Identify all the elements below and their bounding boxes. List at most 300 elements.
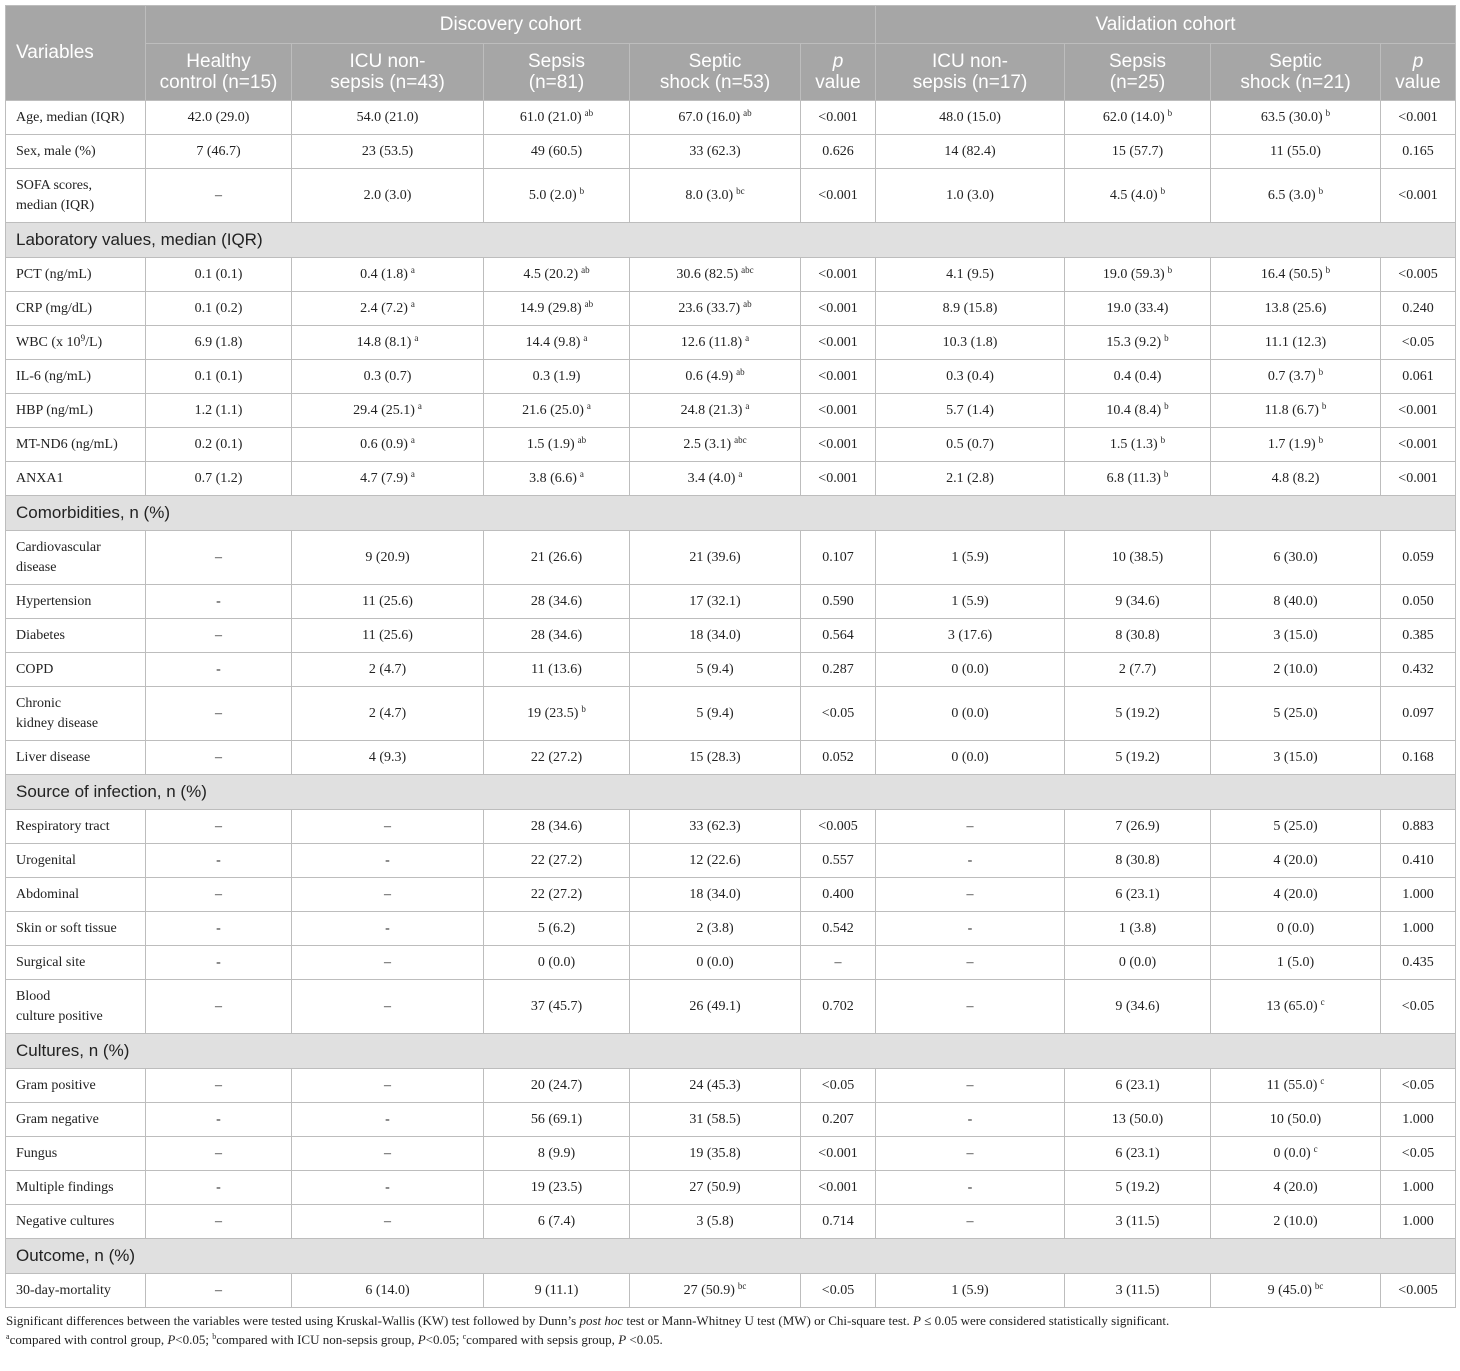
table-cell: 21 (39.6): [630, 531, 801, 585]
table-cell: 9 (34.6): [1065, 980, 1211, 1034]
table-row: [6, 531, 1456, 585]
table-cell: 3 (17.6): [876, 619, 1065, 653]
table-cell: 0 (0.0): [876, 687, 1065, 741]
header-variables: Variables: [6, 6, 146, 101]
section-row: [6, 1239, 1456, 1274]
footnote-superscripts: $^a$compared with control group, P<0.05; $^b$compared with ICU non-sepsis group, P<0.05; $^c$compared with sepsis group, P <0.05.: [6, 1332, 663, 1347]
table-cell: 0.6 (0.9) $^a$: [292, 428, 484, 462]
table-cell: <0.005: [1381, 1274, 1456, 1308]
table-cell: 3 (15.0): [1211, 619, 1381, 653]
table-cell: 0 (0.0): [876, 653, 1065, 687]
table-cell: 0.165: [1381, 135, 1456, 169]
table-cell: 5.0 (2.0) $^b$: [484, 169, 630, 223]
table-cell: 0.410: [1381, 844, 1456, 878]
table-cell: 0.385: [1381, 619, 1456, 653]
section-row: [6, 223, 1456, 258]
table-cell: 10 (50.0): [1211, 1103, 1381, 1137]
column-header: ICU non- sepsis (n=17): [876, 44, 1065, 101]
table-cell: –: [146, 810, 292, 844]
table-cell: 5 (9.4): [630, 653, 801, 687]
table-row: [6, 946, 1456, 980]
row-label: Cardiovascular disease: [6, 531, 146, 585]
table-row: [6, 878, 1456, 912]
table-cell: -: [876, 844, 1065, 878]
row-label: MT-ND6 (ng/mL): [6, 428, 146, 462]
section-title: Comorbidities, n (%): [6, 496, 1456, 531]
table-cell: 14 (82.4): [876, 135, 1065, 169]
table-row: [6, 258, 1456, 292]
table-cell: 4 (20.0): [1211, 878, 1381, 912]
table-cell: 5 (9.4): [630, 687, 801, 741]
table-cell: 0.1 (0.2): [146, 292, 292, 326]
table-cell: 8 (9.9): [484, 1137, 630, 1171]
table-row: [6, 585, 1456, 619]
table-cell: 0.107: [801, 531, 876, 585]
table-cell: 8.0 (3.0) $^{bc}$: [630, 169, 801, 223]
table-row: [6, 844, 1456, 878]
table-cell: –: [876, 980, 1065, 1034]
table-cell: 2 (10.0): [1211, 653, 1381, 687]
table-row: [6, 1103, 1456, 1137]
row-label: Chronic kidney disease: [6, 687, 146, 741]
table-cell: 7 (26.9): [1065, 810, 1211, 844]
table-cell: 9 (11.1): [484, 1274, 630, 1308]
row-label: IL-6 (ng/mL): [6, 360, 146, 394]
table-cell: –: [146, 980, 292, 1034]
table-cell: 2.4 (7.2) $^a$: [292, 292, 484, 326]
table-cell: 0.7 (1.2): [146, 462, 292, 496]
table-cell: 6 (23.1): [1065, 1069, 1211, 1103]
table-cell: 1.000: [1381, 1205, 1456, 1239]
table-cell: -: [876, 912, 1065, 946]
table-cell: 0.702: [801, 980, 876, 1034]
table-cell: 0 (0.0): [630, 946, 801, 980]
table-cell: 14.9 (29.8) $^{ab}$: [484, 292, 630, 326]
table-cell: 0.2 (0.1): [146, 428, 292, 462]
section-row: [6, 775, 1456, 810]
table-cell: -: [292, 1103, 484, 1137]
table-cell: 4.8 (8.2): [1211, 462, 1381, 496]
table-cell: 0 (0.0): [876, 741, 1065, 775]
header-discovery-cohort: Discovery cohort: [146, 6, 876, 44]
row-label: 30-day-mortality: [6, 1274, 146, 1308]
row-label: CRP (mg/dL): [6, 292, 146, 326]
row-label: ANXA1: [6, 462, 146, 496]
table-cell: 1.5 (1.9) $^{ab}$: [484, 428, 630, 462]
table-cell: 49 (60.5): [484, 135, 630, 169]
table-cell: <0.001: [801, 462, 876, 496]
table-row: [6, 428, 1456, 462]
table-cell: 16.4 (50.5) $^b$: [1211, 258, 1381, 292]
table-cell: <0.005: [1381, 258, 1456, 292]
table-container: [5, 5, 1455, 1349]
table-cell: 2 (10.0): [1211, 1205, 1381, 1239]
table-cell: 0.4 (1.8) $^a$: [292, 258, 484, 292]
row-label: Respiratory tract: [6, 810, 146, 844]
table-cell: 19.0 (33.4): [1065, 292, 1211, 326]
table-cell: -: [146, 912, 292, 946]
table-row: [6, 687, 1456, 741]
table-cell: <0.001: [801, 169, 876, 223]
table-cell: 0.435: [1381, 946, 1456, 980]
table-cell: 6 (23.1): [1065, 1137, 1211, 1171]
table-cell: 5.7 (1.4): [876, 394, 1065, 428]
table-cell: 0.061: [1381, 360, 1456, 394]
table-cell: –: [292, 1137, 484, 1171]
table-cell: 0.1 (0.1): [146, 258, 292, 292]
table-cell: 3 (5.8): [630, 1205, 801, 1239]
table-cell: 3 (11.5): [1065, 1274, 1211, 1308]
table-cell: -: [146, 1103, 292, 1137]
table-cell: <0.05: [801, 1069, 876, 1103]
table-cell: 11 (13.6): [484, 653, 630, 687]
table-cell: 29.4 (25.1) $^a$: [292, 394, 484, 428]
table-cell: –: [146, 169, 292, 223]
table-cell: 5 (25.0): [1211, 810, 1381, 844]
table-cell: 2.1 (2.8): [876, 462, 1065, 496]
table-cell: 4.5 (20.2) $^{ab}$: [484, 258, 630, 292]
table-cell: 5 (25.0): [1211, 687, 1381, 741]
table-cell: 0.207: [801, 1103, 876, 1137]
row-label: COPD: [6, 653, 146, 687]
table-cell: 6 (14.0): [292, 1274, 484, 1308]
table-cell: -: [876, 1171, 1065, 1205]
section-title: Outcome, n (%): [6, 1239, 1456, 1274]
table-cell: 4 (20.0): [1211, 844, 1381, 878]
table-cell: 14.4 (9.8) $^a$: [484, 326, 630, 360]
table-cell: 0.4 (0.4): [1065, 360, 1211, 394]
table-cell: 1.2 (1.1): [146, 394, 292, 428]
table-row: [6, 394, 1456, 428]
column-header: p value: [1381, 44, 1456, 101]
table-cell: 0.590: [801, 585, 876, 619]
table-cell: <0.001: [801, 394, 876, 428]
table-cell: 11 (55.0): [1211, 135, 1381, 169]
table-row: [6, 462, 1456, 496]
table-cell: <0.001: [801, 428, 876, 462]
table-cell: 33 (62.3): [630, 135, 801, 169]
table-cell: –: [876, 1137, 1065, 1171]
table-cell: 8 (30.8): [1065, 619, 1211, 653]
table-row: [6, 741, 1456, 775]
row-label: Urogenital: [6, 844, 146, 878]
table-cell: 0.240: [1381, 292, 1456, 326]
table-cell: <0.001: [1381, 101, 1456, 135]
row-label: Age, median (IQR): [6, 101, 146, 135]
table-cell: 21.6 (25.0) $^a$: [484, 394, 630, 428]
table-cell: 11 (55.0) $^c$: [1211, 1069, 1381, 1103]
table-cell: –: [292, 1069, 484, 1103]
table-cell: –: [146, 1137, 292, 1171]
table-cell: –: [292, 946, 484, 980]
table-row: [6, 1069, 1456, 1103]
table-cell: –: [876, 1069, 1065, 1103]
table-row: [6, 101, 1456, 135]
row-label: HBP (ng/mL): [6, 394, 146, 428]
row-label: Abdominal: [6, 878, 146, 912]
row-label: WBC (x $10^9/L$): [6, 326, 146, 360]
table-cell: –: [876, 946, 1065, 980]
table-cell: 0.564: [801, 619, 876, 653]
table-cell: -: [146, 946, 292, 980]
table-cell: 8 (30.8): [1065, 844, 1211, 878]
table-row: [6, 1171, 1456, 1205]
table-row: [6, 135, 1456, 169]
table-cell: 27 (50.9) $^{bc}$: [630, 1274, 801, 1308]
table-cell: 18 (34.0): [630, 878, 801, 912]
table-cell: 0.1 (0.1): [146, 360, 292, 394]
row-label: Surgical site: [6, 946, 146, 980]
table-cell: –: [876, 1205, 1065, 1239]
table-cell: 28 (34.6): [484, 810, 630, 844]
table-cell: 11.8 (6.7) $^b$: [1211, 394, 1381, 428]
table-cell: 20 (24.7): [484, 1069, 630, 1103]
table-cell: <0.05: [801, 687, 876, 741]
table-cell: –: [292, 1205, 484, 1239]
table-cell: 5 (19.2): [1065, 687, 1211, 741]
table-cell: –: [876, 810, 1065, 844]
table-cell: 15 (28.3): [630, 741, 801, 775]
table-cell: 6.5 (3.0) $^b$: [1211, 169, 1381, 223]
row-label: Sex, male (%): [6, 135, 146, 169]
table-cell: 48.0 (15.0): [876, 101, 1065, 135]
table-cell: 62.0 (14.0) $^b$: [1065, 101, 1211, 135]
row-label: Hypertension: [6, 585, 146, 619]
table-cell: 28 (34.6): [484, 585, 630, 619]
table-cell: 5 (19.2): [1065, 1171, 1211, 1205]
table-cell: 9 (34.6): [1065, 585, 1211, 619]
table-cell: 5 (6.2): [484, 912, 630, 946]
table-row: [6, 1274, 1456, 1308]
table-cell: 19 (23.5): [484, 1171, 630, 1205]
table-cell: 0.168: [1381, 741, 1456, 775]
table-cell: –: [146, 687, 292, 741]
table-cell: 0.3 (0.4): [876, 360, 1065, 394]
table-cell: 1.000: [1381, 1103, 1456, 1137]
table-cell: 1.000: [1381, 1171, 1456, 1205]
table-cell: 7 (46.7): [146, 135, 292, 169]
footnote-methods: Significant differences between the variables were tested using Kruskal-Wallis (KW) test followed by Dunn’s post hoc test or Mann-Whitney U test (MW) or Chi-square test. P ≤ 0.05 were considered statistically significant.: [6, 1313, 1170, 1328]
table-cell: 4.7 (7.9) $^a$: [292, 462, 484, 496]
table-cell: 13 (50.0): [1065, 1103, 1211, 1137]
table-cell: 0.7 (3.7) $^b$: [1211, 360, 1381, 394]
table-cell: 0.432: [1381, 653, 1456, 687]
table-cell: <0.001: [801, 1137, 876, 1171]
table-cell: –: [146, 619, 292, 653]
table-cell: 24 (45.3): [630, 1069, 801, 1103]
table-cell: 19 (35.8): [630, 1137, 801, 1171]
table-cell: 0.400: [801, 878, 876, 912]
table-cell: 61.0 (21.0) $^{ab}$: [484, 101, 630, 135]
table-cell: –: [292, 810, 484, 844]
table-cell: 31 (58.5): [630, 1103, 801, 1137]
row-label: Gram positive: [6, 1069, 146, 1103]
table-cell: 9 (45.0) $^{bc}$: [1211, 1274, 1381, 1308]
table-row: [6, 169, 1456, 223]
row-label: Liver disease: [6, 741, 146, 775]
table-cell: -: [146, 585, 292, 619]
table-cell: <0.001: [801, 1171, 876, 1205]
table-cell: 12.6 (11.8) $^a$: [630, 326, 801, 360]
table-cell: 9 (20.9): [292, 531, 484, 585]
table-cell: <0.001: [801, 292, 876, 326]
table-cell: 1 (5.9): [876, 1274, 1065, 1308]
table-row: [6, 1137, 1456, 1171]
table-cell: 1 (5.9): [876, 585, 1065, 619]
header-validation-cohort: Validation cohort: [876, 6, 1456, 44]
table-cell: 6 (30.0): [1211, 531, 1381, 585]
column-header: Septic shock (n=53): [630, 44, 801, 101]
table-cell: 21 (26.6): [484, 531, 630, 585]
row-label: Skin or soft tissue: [6, 912, 146, 946]
table-cell: 2 (4.7): [292, 687, 484, 741]
table-cell: -: [292, 844, 484, 878]
column-header: Septic shock (n=21): [1211, 44, 1381, 101]
table-cell: 1.5 (1.3) $^b$: [1065, 428, 1211, 462]
table-cell: 0 (0.0): [484, 946, 630, 980]
table-cell: <0.001: [1381, 394, 1456, 428]
table-cell: <0.001: [801, 101, 876, 135]
section-title: Cultures, n (%): [6, 1034, 1456, 1069]
row-label: Gram negative: [6, 1103, 146, 1137]
table-cell: 6.9 (1.8): [146, 326, 292, 360]
table-cell: 14.8 (8.1) $^a$: [292, 326, 484, 360]
table-cell: 0.6 (4.9) $^{ab}$: [630, 360, 801, 394]
table-cell: 0 (0.0): [1211, 912, 1381, 946]
table-cell: 54.0 (21.0): [292, 101, 484, 135]
table-cell: 63.5 (30.0) $^b$: [1211, 101, 1381, 135]
table-cell: 0.5 (0.7): [876, 428, 1065, 462]
table-cell: <0.001: [801, 326, 876, 360]
table-cell: 15.3 (9.2) $^b$: [1065, 326, 1211, 360]
table-cell: <0.001: [801, 258, 876, 292]
table-cell: –: [146, 1205, 292, 1239]
table-row: [6, 980, 1456, 1034]
table-cell: <0.001: [1381, 462, 1456, 496]
table-cell: 67.0 (16.0) $^{ab}$: [630, 101, 801, 135]
table-cell: 4 (9.3): [292, 741, 484, 775]
table-cell: 1.000: [1381, 912, 1456, 946]
table-cell: <0.05: [1381, 1137, 1456, 1171]
table-cell: 0.714: [801, 1205, 876, 1239]
section-row: [6, 496, 1456, 531]
table-cell: 0.557: [801, 844, 876, 878]
table-cell: 2.5 (3.1) $^{abc}$: [630, 428, 801, 462]
table-cell: <0.05: [1381, 980, 1456, 1034]
table-cell: 0.287: [801, 653, 876, 687]
table-cell: 2.0 (3.0): [292, 169, 484, 223]
table-row: [6, 360, 1456, 394]
table-cell: 10.4 (8.4) $^b$: [1065, 394, 1211, 428]
row-label: Blood culture positive: [6, 980, 146, 1034]
table-cell: –: [146, 878, 292, 912]
table-row: [6, 653, 1456, 687]
table-cell: 2 (7.7): [1065, 653, 1211, 687]
table-cell: –: [146, 741, 292, 775]
column-header: Sepsis (n=25): [1065, 44, 1211, 101]
table-cell: 11 (25.6): [292, 619, 484, 653]
table-cell: 22 (27.2): [484, 844, 630, 878]
table-cell: 10 (38.5): [1065, 531, 1211, 585]
table-row: [6, 1205, 1456, 1239]
table-cell: 0.097: [1381, 687, 1456, 741]
table-cell: -: [146, 653, 292, 687]
table-cell: 4 (20.0): [1211, 1171, 1381, 1205]
table-cell: 12 (22.6): [630, 844, 801, 878]
table-cell: <0.05: [1381, 1069, 1456, 1103]
table-cell: –: [876, 878, 1065, 912]
table-cell: 23 (53.5): [292, 135, 484, 169]
table-row: [6, 292, 1456, 326]
table-row: [6, 326, 1456, 360]
table-cell: 22 (27.2): [484, 878, 630, 912]
table-cell: 24.8 (21.3) $^a$: [630, 394, 801, 428]
table-cell: 0.626: [801, 135, 876, 169]
column-header: Sepsis (n=81): [484, 44, 630, 101]
table-cell: –: [801, 946, 876, 980]
table-cell: 1.000: [1381, 878, 1456, 912]
table-cell: 1.0 (3.0): [876, 169, 1065, 223]
table-cell: 0 (0.0): [1065, 946, 1211, 980]
column-header: p value: [801, 44, 876, 101]
table-cell: –: [146, 1274, 292, 1308]
table-cell: 8 (40.0): [1211, 585, 1381, 619]
table-cell: 4.5 (4.0) $^b$: [1065, 169, 1211, 223]
table-cell: 0.3 (1.9): [484, 360, 630, 394]
table-cell: 6 (7.4): [484, 1205, 630, 1239]
table-cell: 13 (65.0) $^c$: [1211, 980, 1381, 1034]
row-label: SOFA scores, median (IQR): [6, 169, 146, 223]
column-header: ICU non- sepsis (n=43): [292, 44, 484, 101]
table-cell: <0.05: [1381, 326, 1456, 360]
section-title: Laboratory values, median (IQR): [6, 223, 1456, 258]
table-cell: 15 (57.7): [1065, 135, 1211, 169]
column-header: Healthy control (n=15): [146, 44, 292, 101]
table-cell: -: [292, 1171, 484, 1205]
table-cell: 28 (34.6): [484, 619, 630, 653]
table-cell: 6 (23.1): [1065, 878, 1211, 912]
table-cell: 0.3 (0.7): [292, 360, 484, 394]
table-cell: <0.001: [801, 360, 876, 394]
table-cell: 42.0 (29.0): [146, 101, 292, 135]
table-cell: -: [876, 1103, 1065, 1137]
table-cell: 3 (11.5): [1065, 1205, 1211, 1239]
section-title: Source of infection, n (%): [6, 775, 1456, 810]
table-cell: 0.542: [801, 912, 876, 946]
table-cell: <0.001: [1381, 428, 1456, 462]
table-cell: 10.3 (1.8): [876, 326, 1065, 360]
table-cell: –: [146, 1069, 292, 1103]
table-cell: 19.0 (59.3) $^b$: [1065, 258, 1211, 292]
table-row: [6, 810, 1456, 844]
table-cell: -: [146, 1171, 292, 1205]
row-label: PCT (ng/mL): [6, 258, 146, 292]
table-cell: 18 (34.0): [630, 619, 801, 653]
table-cell: 56 (69.1): [484, 1103, 630, 1137]
table-cell: 3.4 (4.0) $^a$: [630, 462, 801, 496]
table-cell: –: [146, 531, 292, 585]
table-cell: 4.1 (9.5): [876, 258, 1065, 292]
table-cell: 13.8 (25.6): [1211, 292, 1381, 326]
table-cell: 37 (45.7): [484, 980, 630, 1034]
table-cell: 11 (25.6): [292, 585, 484, 619]
table-cell: <0.05: [801, 1274, 876, 1308]
table-cell: -: [292, 912, 484, 946]
table-cell: 3.8 (6.6) $^a$: [484, 462, 630, 496]
table-cell: 0.883: [1381, 810, 1456, 844]
table-cell: 0.052: [801, 741, 876, 775]
row-label: Negative cultures: [6, 1205, 146, 1239]
